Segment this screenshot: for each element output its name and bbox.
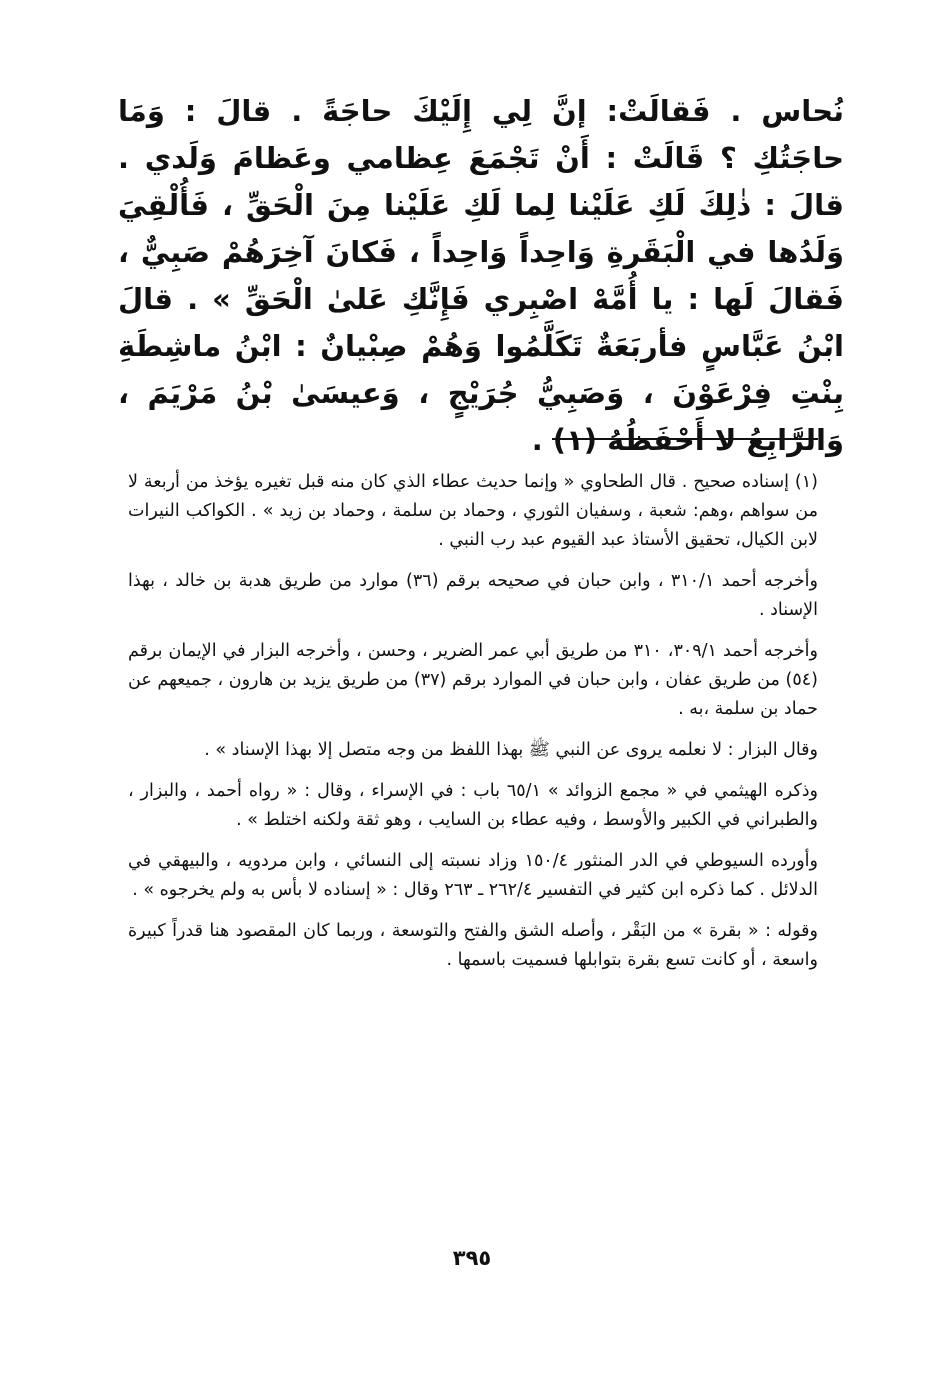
footnote-paragraph: وأخرجه أحمد ٣٠٩/١، ٣١٠ من طريق أبي عمر الضرير ، وحسن ، وأخرجه البزار في الإيمان برقم (٥٤) من طريق عفان ، وابن حبان في الموارد برقم (٣٧) من طريق يزيد بن هارون ، جميعهم عن حماد بن سلمة ،به . bbox=[128, 641, 818, 719]
page-number: ٣٩٥ bbox=[452, 1246, 492, 1270]
footnote-paragraph: وذكره الهيثمي في « مجمع الزوائد » ٦٥/١ باب : في الإسراء ، وقال : « رواه أحمد ، والبزار ، والطبراني في الكبير والأوسط ، وفيه عطاء بن السايب ، وهو ثقة ولكنه اختلط » . bbox=[128, 781, 818, 830]
footnote-paragraph: وأورده السيوطي في الدر المنثور ١٥٠/٤ وزاد نسبته إلى النسائي ، وابن مردويه ، والبيهقي في الدلائل . كما ذكره ابن كثير في التفسير ٢٦٢/٤ ـ ٢٦٣ وقال : « إسناده لا بأس به ولم يخرجوه » . bbox=[128, 851, 818, 900]
footnote-divider bbox=[552, 438, 818, 440]
footnote-paragraph: وأخرجه أحمد ٣١٠/١ ، وابن حبان في صحيحه برقم (٣٦) موارد من طريق هدبة بن خالد ، بهذا الإسناد . bbox=[128, 571, 818, 620]
footnotes bbox=[128, 468, 818, 987]
footnote-paragraph: وقال البزار : لا نعلمه يروى عن النبي ﷺ بهذا اللفظ من وجه متصل إلا بهذا الإسناد » . bbox=[204, 740, 818, 760]
main-text: نُحاس . فَقالَتْ: إنَّ لِي إِلَيْكَ حاجَةً . قالَ : وَمَا حاجَتُكِ ؟ قَالَتْ : أَنْ تَجْمَعَ عِظامي وعَظامَ وَلَدي . قالَ : ذٰلِكَ لَكِ عَلَيْنا لِما لَكِ عَلَيْنا مِنَ الْحَقِّ ، فَأُلْقِيَ وَلَدُها في الْبَقَرةِ وَاحِداً وَاحِداً ، فَكانَ آخِرَهُمْ صَبِيٌّ ، فَقالَ لَها : يا أُمَّهْ اصْبِري فَإِنَّكِ عَلىٰ الْحَقِّ » . قالَ ابْنُ عَبَّاسٍ فأربَعَةٌ تَكَلَّمُوا وَهُمْ صِبْيانٌ : ابْنُ ماشِطَةِ بِنْتِ فِرْعَوْنَ ، وَصَبِيُّ جُرَيْجٍ ، وَعيسَىٰ بْنُ مَرْيَمَ ، وَالرَّابِعُ لا أَحْفَظُهُ (١) . bbox=[118, 94, 844, 457]
footnote-paragraph: (١) إسناده صحيح . قال الطحاوي « وإنما حديث عطاء الذي كان منه قبل تغيره يؤخذ من أربعة لا من سواهم ،وهم: شعبة ، وسفيان الثوري ، وحماد بن سلمة ، وحماد بن زيد » . الكواكب النيرات لابن الكيال، تحقيق الأستاذ عبد القيوم عبد رب النبي . bbox=[128, 472, 818, 550]
footnote-paragraph: وقوله : « بقرة » من البَقْر ، وأصله الشق والفتح والتوسعة ، وربما كان المقصود هنا قدراً كبيرة واسعة ، أو كانت تسع بقرة بتوابلها فسميت باسمها . bbox=[128, 921, 818, 970]
